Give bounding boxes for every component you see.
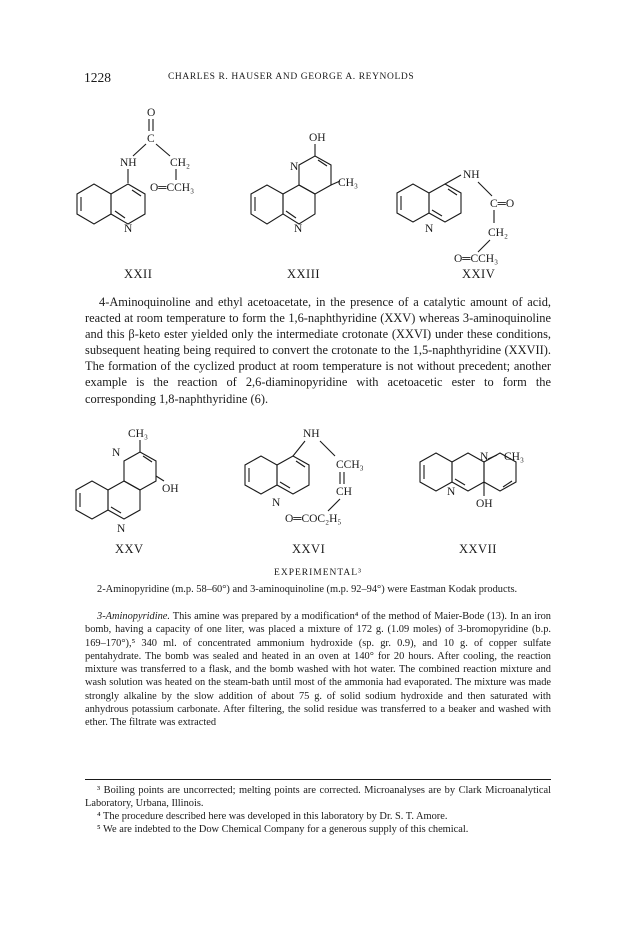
aminopyridine-subheading: 3-Aminopyridine.: [97, 611, 171, 622]
xxv-ring-nitrogen: N: [117, 523, 126, 535]
xxv-pyridine-n: N: [112, 447, 121, 459]
xxvi-ring-nitrogen: N: [272, 497, 281, 509]
structure-xxv: [76, 428, 179, 556]
xxiv-ring-nitrogen: N: [425, 223, 434, 235]
experimental-paragraph-2: [85, 610, 551, 730]
xxiv-ch2: CH₂: [488, 227, 508, 239]
xxvi-cch3: CCH₃: [336, 459, 364, 471]
page-number: 1228: [84, 70, 111, 85]
xxii-oxygen: O: [147, 107, 156, 119]
xxiv-label: XXIV: [462, 267, 496, 281]
xxvii-n-ring1: N: [480, 451, 489, 463]
paragraph-naphthyridine-formation: 4-Aminoquinoline and ethyl acetoacetate, in the presence of a catalytic amount of acid, reacted at room temperature to form the 1,6-naphthyridine (XXV) whereas 3-aminoquinoline and this β-keto ester yielded only the intermediate crotonate (XXVI) under these conditions, subsequent heating being required to convert the crotonate to the 1,5-naphthyridine (XXVII). The formation of the cyclized product at room temperature is not without precedent; another example is the reaction of 2,6-diaminopyridine with acetoacetic ester to form the corresponding 1,8-naphthyridine (6).: [85, 295, 551, 406]
structure-xxvi: [245, 428, 364, 556]
xxvi-label: XXVI: [292, 542, 326, 556]
xxv-label: XXV: [115, 542, 144, 556]
footnote-rule: [85, 779, 551, 780]
experimental-heading: EXPERIMENTAL³: [274, 568, 362, 578]
xxvi-ester: O═COC₂H₅: [285, 513, 342, 525]
xxv-methyl: CH₃: [128, 428, 148, 440]
aminopyridine-procedure: This amine was prepared by a modification⁴ of the method of Maier-Bode (13). In an iron bomb, having a capacity of one liter, was placed a mixture of 172 g. (1.09 moles) of 3-bromopyridine (b.p. 169–170°),⁵ 340 ml. of concentrated ammonium hydroxide (sp. gr. 0.9), and 10 g. of copper sulfate pentahydrate. The bomb was sealed and heated in an oven at 140° for 20 hours. After cooling, the reaction mixture was transferred to a flask, and the bomb washed with hot water. The combined reaction mixture and wash solution was heated on the steam-bath until most of the ammonia had evaporated. The mixture was made strongly alkaline by the slow addition of about 75 g. of solid sodium hydroxide and then saturated with anhydrous potassium carbonate. After filtering, the solid residue was transferred to a beaker and washed with ether. The filtrate was extracted: [85, 611, 551, 729]
xxiv-carbonyl: C═O: [490, 198, 515, 210]
xxvi-ch: CH: [336, 486, 352, 498]
xxii-nh: NH: [120, 157, 137, 169]
xxiii-methyl: CH₃: [338, 177, 358, 189]
xxii-ch2: CH₂: [170, 157, 190, 169]
structure-xxvii: [420, 451, 524, 556]
running-header-authors: CHARLES R. HAUSER AND GEORGE A. REYNOLDS: [168, 72, 415, 82]
xxiii-pyridine-n: N: [290, 161, 299, 173]
xxiii-oh: OH: [309, 132, 326, 144]
xxiii-ring-nitrogen: N: [294, 223, 303, 235]
footnote-5: ⁵ We are indebted to the Dow Chemical Company for a generous supply of this chemical.: [97, 824, 469, 835]
xxii-label: XXII: [124, 267, 153, 281]
xxvii-methyl: CH₃: [504, 451, 524, 463]
footnote-4: ⁴ The procedure described here was developed in this laboratory by Dr. S. T. Amore.: [97, 811, 448, 822]
xxiii-label: XXIII: [287, 267, 321, 281]
xxv-oh: OH: [162, 483, 179, 495]
xxvii-label: XXVII: [459, 542, 497, 556]
xxiv-acetyl: O═CCH₃: [454, 253, 499, 265]
footnote-3: ³ Boiling points are uncorrected; melting points are corrected. Microanalyses are by Clark Microanalytical Laboratory, Urbana, Illinois.: [85, 785, 551, 810]
xxii-acetyl: O═CCH₃: [150, 182, 195, 194]
xxii-ring-nitrogen: N: [124, 223, 133, 235]
experimental-paragraph-1: 2-Aminopyridine (m.p. 58–60°) and 3-aminoquinoline (m.p. 92–94°) were Eastman Kodak products.: [97, 584, 518, 595]
xxiv-nh: NH: [463, 169, 480, 181]
xxvii-oh: OH: [476, 498, 493, 510]
xxii-carbon: C: [147, 133, 155, 145]
xxvii-n-ring2: N: [447, 486, 456, 498]
xxvi-nh: NH: [303, 428, 320, 440]
